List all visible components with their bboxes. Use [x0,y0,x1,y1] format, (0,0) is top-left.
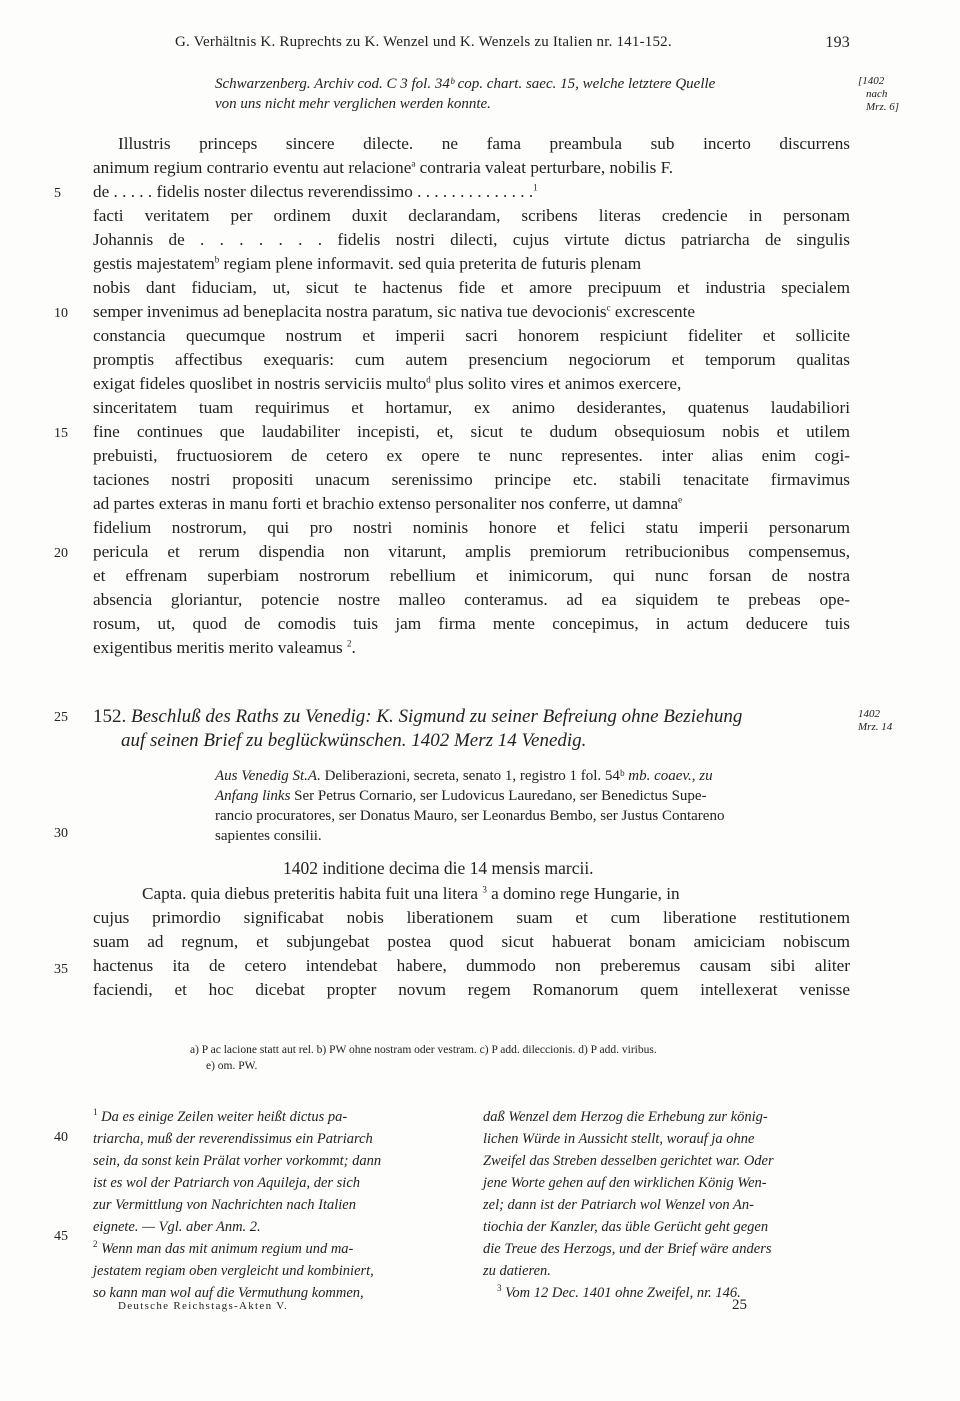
line-number: 40 [54,1130,68,1145]
footnotes-right [483,1106,850,1304]
margin-date-line: Mrz. 6] [866,101,900,113]
footnote-mark: 2 [346,638,352,649]
footnote-line: triarcha, muß der reverendissimus ein Patriarch [93,1131,373,1147]
text-fragment: Capta. quia diebus preteritis habita fuit una litera [142,884,479,903]
text-line: promptis affectibus exequaris: cum autem presencium negociorum et temporum qualitas [93,350,850,369]
source-note-line: Schwarzenberg. Archiv cod. C 3 fol. 34ᵇ cop. chart. saec. 15, welche letztere Quelle [215,76,716,92]
text-line: cujus primordio significabat nobis liberationem suam et cum liberatione restitutionem [93,908,850,927]
text-fragment: ad partes exteras in manu forti et brachio extenso personaliter nos conferre, ut damna [93,494,679,513]
text-line: suam ad regnum, et subjungebat postea quod sicut habuerat bonam amiciciam nobiscum [93,932,850,951]
variant-mark: b [214,254,220,265]
text-line: taciones nostri propositi unacum serenissimo principe etc. stabili tenacitate firmavimus [93,470,850,489]
margin-date-line: [1402 [858,75,885,87]
section-title-text: Beschluß des Raths zu Venedig: K. Sigmund zu seiner Befreiung ohne Beziehung [131,706,743,727]
variant-mark: a [411,158,416,169]
text-line [93,494,850,514]
line-number: 15 [54,426,68,441]
variant-notes: e) om. PW. [206,1060,258,1072]
line-number: 25 [54,710,68,725]
text-fragment: semper invenimus ad beneplacita nostra paratum, sic nativa tue devocionis [93,302,607,321]
text-fragment: excrescente [610,302,696,321]
footnote-mark: 2 [93,1239,98,1250]
text-line: hactenus ita de cetero intendebat habere, dummodo non preberemus causam sibi aliter [93,956,850,975]
text-fragment: exigat fideles quoslibet in nostris serviciis multo [93,374,427,393]
margin-date [858,708,892,734]
text-line: Illustris princeps sincere dilecte. ne fama preambula sub incerto discurrens [118,134,850,153]
date-line: 1402 inditione decima die 14 mensis marcii. [283,858,594,878]
text-fragment: gestis majestatem [93,254,215,273]
text-fragment: regiam plene informavit. sed quia preterita de futuris plenam [219,254,642,273]
page-number: 193 [825,34,850,51]
source-line: sapientes consilii. [215,828,322,844]
text-line: et effrenam superbiam nostrorum rebellium et inimicorum, qui nunc forsan de nostra [93,566,850,585]
line-number: 5 [54,186,61,201]
margin-date-line: Mrz. 14 [858,721,893,733]
text-line [93,302,850,322]
footnote-text: Wenn man das mit animum regium und ma- [101,1241,354,1257]
source-fragment: Ser Petrus Cornario, ser Ludovicus Lauredano, ser Benedictus Supe- [290,788,707,804]
footnote-line [483,1282,850,1304]
line-number: 30 [54,826,68,841]
variant-mark: d [426,374,431,385]
line-number: 35 [54,962,68,977]
margin-date-line: nach [866,88,888,100]
line-number: 20 [54,546,68,561]
footnote-line: Zweifel das Streben desselben gerichtet war. Oder [483,1153,774,1169]
variant-mark: c [606,302,611,313]
text-fragment: animum regium contrario eventu aut relacione [93,158,412,177]
text-line: faciendi, et hoc dicebat propter novum regem Romanorum quem intellexerat venisse [93,980,850,999]
text-fragment: exigentibus meritis merito valeamus [93,638,343,657]
footnote-line: ist es wol der Patriarch von Aquileja, der sich [93,1175,361,1191]
footnote-text: Vom 12 Dec. 1401 ohne Zweifel, nr. 146. [505,1285,741,1301]
source-line [215,768,713,785]
footnote-text: Da es einige Zeilen weiter heißt dictus pa- [101,1109,348,1125]
text-line [93,158,850,178]
signature-number: 25 [732,1297,747,1313]
footnote-line: jene Worte gehen auf den wirklichen König Wen- [483,1175,767,1191]
text-line: sinceritatem tuam requirimus et hortamur, ex animo desiderantes, quatenus laudabiliori [93,398,850,417]
text-line [93,638,850,658]
source-note-line: von uns nicht mehr verglichen werden konnte. [215,96,491,112]
text-line: Johannis de . . . . . . . fidelis nostri dilecti, cujus virtute dictus patriarcha de singulis [93,230,850,249]
margin-date [858,75,899,114]
text-fragment: . [351,638,356,657]
footnote-line: tiochia der Kanzler, das üble Gerücht geht gegen [483,1219,769,1235]
margin-date-line: 1402 [858,708,880,720]
footer-series: Deutsche Reichstags-Akten V. [118,1300,289,1312]
text-line: constancia quecumque nostrum et imperii sacri honorem respiciunt fideliter et sollicite [93,326,850,345]
footnote-line: zel; dann ist der Patriarch wol Wenzel von An- [483,1197,754,1213]
footnote-line: eignete. — Vgl. aber Anm. 2. [93,1219,261,1235]
section-title-text: auf seinen Brief zu beglückwünschen. 1402 Merz 14 Venedig. [121,730,587,751]
footnote-mark: 1 [93,1107,98,1118]
footnote-line [93,1106,465,1128]
footnote-line [93,1238,465,1260]
line-number: 10 [54,306,68,321]
footnote-line: zur Vermittlung von Nachrichten nach Italien [93,1197,356,1213]
source-line: rancio procuratores, ser Donatus Mauro, ser Leonardus Bembo, ser Justus Contareno [215,808,725,824]
text-line: facti veritatem per ordinem duxit declarandam, scribens literas credencie in personam [93,206,850,225]
footnote-line: so kann man wol auf die Vermuthung kommen, [93,1285,364,1301]
footnote-line: lichen Würde in Aussicht stellt, worauf ja ohne [483,1131,755,1147]
source-line [215,788,707,805]
section-title [93,706,850,728]
footnote-line: die Treue des Herzogs, und der Brief wäre anders [483,1241,772,1257]
text-fragment: contraria valeat perturbare, nobilis F. [415,158,674,177]
text-line [93,374,850,394]
text-line: absencia gloriantur, potencie nostre malleo conteramus. ad ea siquidem te prebeas ope- [93,590,850,609]
text-fragment: plus solito vires et animos exercere, [430,374,682,393]
text-line [93,254,850,274]
footnote-line: sein, da sonst kein Prälat vorher vorkommt; dann [93,1153,382,1169]
text-line: fidelium nostrorum, qui pro nostri nominis honore et felici statu imperii personarum [93,518,850,537]
header-title: G. Verhältnis K. Ruprechts zu K. Wenzel und K. Wenzels zu Italien nr. 141-152. [175,34,672,50]
footnote-line: zu datieren. [483,1263,551,1279]
text-line [93,182,850,202]
text-line [142,884,850,904]
source-fragment: Aus Venedig St.A. [215,768,321,784]
text-line: rosum, ut, quod de comodis tuis jam firma mente concepimus, in actum deducere tuis [93,614,850,633]
text-line: prebuisti, fructuosiorem de cetero ex opere te nunc representes. inter alias enim cogi- [93,446,850,465]
footnote-mark: 3 [497,1283,502,1294]
text-line: fine continues que laudabiliter incepisti, et, sicut te dudum obsequiosum nobis et utilem [93,422,850,441]
footnotes-left [93,1106,465,1304]
text-fragment: a domino rege Hungarie, in [486,884,680,903]
variant-notes: a) P ac lacione statt aut rel. b) PW ohne nostram oder vestram. c) P add. dileccionis. d) P add. viribus. [190,1044,657,1056]
variant-mark: e [678,494,683,505]
footnote-mark: 1 [533,182,538,193]
section-number: 152. [93,706,127,727]
footnote-line: daß Wenzel dem Herzog die Erhebung zur könig- [483,1109,768,1125]
source-fragment: mb. coaev., zu [628,768,713,784]
line-number: 45 [54,1229,68,1244]
source-fragment: Anfang links [215,788,291,804]
text-line: pericula et rerum dispendia non vitarunt, amplis premiorum retribucionibus compensemus, [93,542,850,561]
text-line: nobis dant fiduciam, ut, sicut te hactenus fide et amore precipuum et industria specialem [93,278,850,297]
footnote-mark: 3 [482,884,487,895]
source-fragment: Deliberazioni, secreta, senato 1, registro 1 fol. 54ᵇ [320,768,629,784]
footnote-line: jestatem regiam oben vergleicht und kombiniert, [93,1263,374,1279]
text-fragment: de . . . . . fidelis noster dilectus reverendissimo . . . . . . . . . . . . . . [93,182,534,201]
